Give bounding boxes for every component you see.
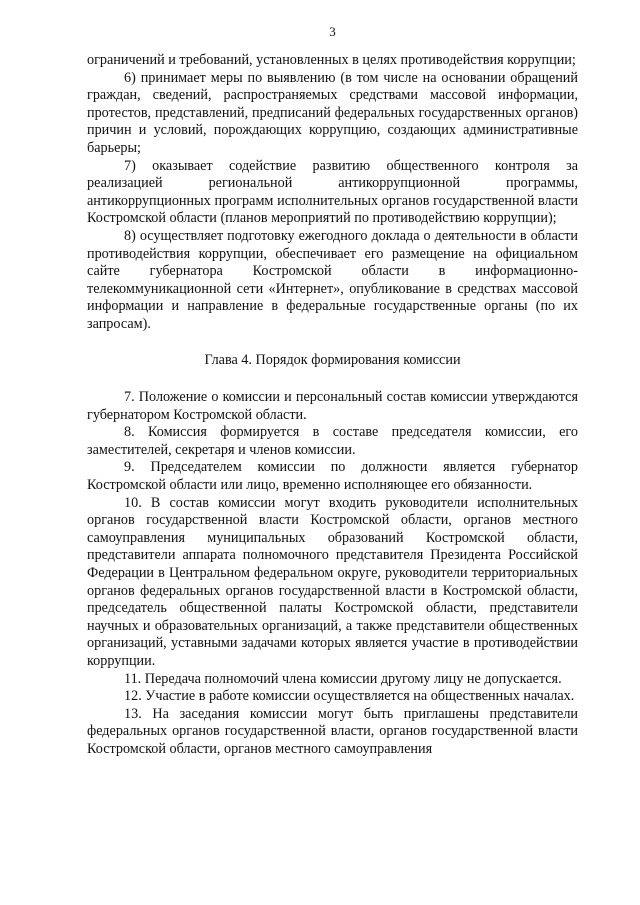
paragraph: 7) оказывает содействие развитию общественного контроля за реализацией региональной антикоррупционной программы, антикоррупционных программ исполнительных органов государственной власти Костромской области (планов мероприятий по противодействию коррупции); — [87, 157, 578, 227]
paragraph: 12. Участие в работе комиссии осуществляется на общественных началах. — [124, 688, 575, 705]
paragraph: 13. На заседания комиссии могут быть приглашены представители федеральных органов государственной власти, органов государственной власти Костромской области, органов местного самоуправления — [87, 705, 578, 757]
paragraph: 8. Комиссия формируется в составе председателя комиссии, его заместителей, секретаря и членов комиссии. — [87, 424, 578, 458]
paragraph: ограничений и требований, установленных в целях противодействия коррупции; — [87, 52, 576, 68]
paragraph: 10. В состав комиссии могут входить руководители исполнительных органов государственной власти Костромской области, органов местного самоуправления муниципальных образований Костромской области, представители аппарата полномочного представителя Президента Российской Федерации в Центральном федеральном округе, руководители территориальных органов федеральных органов государственной власти в Костромской области, председатель общественной палаты Костромской области, представители научных и образовательных организаций, а также представители общественных организаций, уставными задачами которых является участие в противодействии коррупции. — [87, 494, 578, 669]
paragraphs-top — [87, 52, 578, 334]
paragraph: 7. Положение о комиссии и персональный состав комиссии утверждаются губернатором Костромской области. — [87, 389, 578, 423]
page-number: 3 — [329, 24, 336, 39]
chapter-title: Глава 4. Порядок формирования комиссии — [204, 351, 461, 368]
paragraph: 6) принимает меры по выявлению (в том числе на основании обращений граждан, сведений, распространяемых средствами массовой информации, протестов, представлений, предписаний федеральных государственных органов) причин и условий, порождающих коррупцию, создающих административные барьеры; — [87, 69, 578, 156]
paragraph: 9. Председателем комиссии по должности является губернатор Костромской области или лицо, временно исполняющее его обязанности. — [87, 459, 578, 494]
paragraph: 11. Передача полномочий члена комиссии другому лицу не допускается. — [124, 670, 562, 687]
paragraphs-bottom — [87, 389, 578, 758]
paragraph: 8) осуществляет подготовку ежегодного доклада о деятельности в области противодействия коррупции, обеспечивает его размещение на официальном сайте губернатора Костромской области в информационно-телекоммуникационной сети «Интернет», опубликование в средствах массовой информации и направление в федеральные государственные органы (по их запросам). — [87, 227, 578, 332]
